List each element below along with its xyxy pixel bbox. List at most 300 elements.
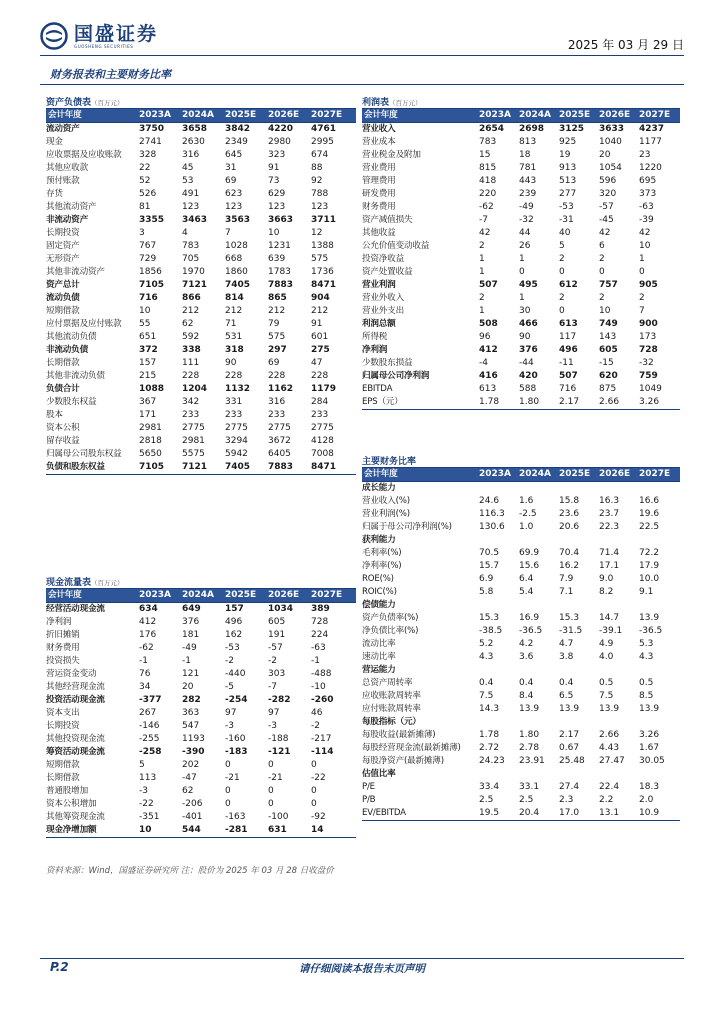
- table-cell: 228: [225, 371, 243, 381]
- table-cell: 1179: [311, 384, 337, 394]
- row-label: 负债和股东权益: [46, 461, 139, 475]
- row-label: 筹资活动现金流: [46, 747, 105, 757]
- table-cell: 783: [479, 137, 497, 147]
- table-cell: 596: [599, 176, 617, 186]
- table-cell: 2: [599, 254, 605, 264]
- table-cell: 69: [225, 176, 237, 186]
- table-row: [46, 733, 356, 746]
- table-cell: 3633: [599, 124, 625, 134]
- table-cell: 13.9: [639, 704, 660, 714]
- table-cell: 19.5: [479, 807, 519, 821]
- table-row: [362, 266, 680, 279]
- table-cell: 239: [519, 189, 537, 199]
- table-cell: 7.9: [559, 574, 574, 584]
- table-row: [46, 422, 356, 435]
- header-year: 2024A: [519, 109, 559, 123]
- row-label: P/E: [362, 782, 375, 792]
- table-cell: -21: [268, 773, 283, 783]
- table-cell: 10: [268, 228, 280, 238]
- table-cell: 1: [479, 306, 485, 316]
- table-cell: -377: [139, 695, 162, 705]
- table-cell: 331: [225, 397, 243, 407]
- income-statement-table: [362, 108, 680, 410]
- table-row: [46, 720, 356, 733]
- row-label: 净利润: [362, 345, 388, 355]
- row-label: ROIC(%): [362, 587, 397, 597]
- table-cell: 233: [311, 410, 329, 420]
- table-cell: 22.5: [639, 522, 660, 532]
- table-cell: -254: [225, 695, 248, 705]
- table-cell: -282: [268, 695, 291, 705]
- table-row: [362, 357, 680, 370]
- table-cell: 2: [479, 241, 485, 251]
- header-year: 2023A: [139, 109, 182, 123]
- row-label: 营业税金及附加: [362, 150, 421, 160]
- table-cell: 228: [311, 371, 329, 381]
- table-cell: 62: [182, 319, 194, 329]
- table-cell: 1177: [639, 137, 662, 147]
- table-cell: 613: [559, 319, 578, 329]
- table-cell: 2.5: [479, 795, 494, 805]
- table-cell: 3663: [268, 215, 294, 225]
- table-cell: [599, 534, 639, 547]
- table-cell: 0: [639, 267, 645, 277]
- row-label: 预付账款: [46, 176, 80, 186]
- row-label: 营运资金变动: [46, 669, 97, 679]
- row-label: EV/EBITDA: [362, 807, 479, 821]
- table-cell: 0: [311, 760, 317, 770]
- row-label: 总资产周转率: [362, 678, 413, 688]
- table-cell: 4: [182, 228, 188, 238]
- row-label: 速动比率: [362, 652, 396, 662]
- table-row: [46, 603, 356, 617]
- header-year: 2026E: [268, 589, 311, 603]
- table-cell: 491: [182, 189, 200, 199]
- table-cell: 171: [139, 410, 157, 420]
- table-cell: 443: [519, 176, 537, 186]
- table-row: [362, 690, 680, 703]
- row-label: 投资净收益: [362, 254, 404, 264]
- ratios-table: [362, 467, 680, 821]
- table-cell: -440: [225, 669, 246, 679]
- table-row: [46, 785, 356, 798]
- table-cell: 2775: [225, 423, 248, 433]
- table-cell: 220: [479, 189, 497, 199]
- row-label: 应付账款周转率: [362, 704, 421, 714]
- row-label: 其他筹资现金流: [46, 812, 105, 822]
- table-cell: 40: [559, 228, 571, 238]
- table-cell: 592: [182, 332, 200, 342]
- balance-sheet-table: [46, 108, 356, 475]
- table-row: [46, 668, 356, 681]
- table-cell: 7883: [268, 280, 294, 290]
- row-label: 非流动资产: [46, 215, 88, 225]
- header-year: 2027E: [639, 468, 680, 482]
- row-label: 投资损失: [46, 656, 80, 666]
- table-cell: [519, 664, 559, 677]
- table-cell: 2775: [311, 423, 334, 433]
- row-label: 营业外收入: [362, 293, 404, 303]
- table-row: [46, 214, 356, 227]
- table-cell: [519, 534, 559, 547]
- table-cell: 875: [599, 384, 617, 394]
- ratios-title: [362, 454, 416, 467]
- table-cell: 121: [182, 669, 200, 679]
- table-cell: 130.6: [479, 522, 505, 532]
- table-cell: -5: [225, 682, 234, 692]
- table-cell: [559, 599, 599, 612]
- table-cell: 16.6: [639, 496, 660, 506]
- table-cell: -53: [225, 643, 240, 653]
- table-row: [46, 824, 356, 838]
- table-cell: 905: [639, 280, 658, 290]
- table-row: [46, 149, 356, 162]
- table-cell: 7008: [311, 449, 334, 459]
- table-cell: 176: [139, 630, 157, 640]
- table-cell: 2349: [225, 137, 248, 147]
- table-cell: 284: [311, 397, 329, 407]
- table-cell: 267: [139, 708, 157, 718]
- table-cell: -188: [268, 734, 289, 744]
- table-cell: 1: [639, 254, 645, 264]
- table-row: [46, 642, 356, 655]
- table-cell: 79: [268, 319, 280, 329]
- table-cell: 7121: [182, 461, 225, 475]
- table-cell: 1: [519, 293, 525, 303]
- table-cell: 3658: [182, 124, 208, 134]
- table-row: [362, 599, 680, 612]
- table-cell: -63: [639, 202, 654, 212]
- table-cell: -183: [225, 747, 248, 757]
- table-cell: 674: [311, 150, 329, 160]
- table-row: [46, 123, 356, 137]
- section-divider: [40, 84, 684, 85]
- row-label: 长期借款: [46, 358, 80, 368]
- row-label: 研发费用: [362, 189, 396, 199]
- table-row: [46, 746, 356, 759]
- table-cell: 2.2: [599, 795, 614, 805]
- row-label: 估值比率: [362, 769, 396, 779]
- table-cell: 1388: [311, 241, 334, 251]
- row-label: 偿债能力: [362, 600, 396, 610]
- table-cell: 4.2: [519, 639, 534, 649]
- table-cell: 6.9: [479, 574, 494, 584]
- row-label: 其他流动资产: [46, 202, 97, 212]
- header-year: 2027E: [639, 109, 680, 123]
- table-cell: 27.47: [599, 756, 625, 766]
- table-row: [46, 655, 356, 668]
- table-cell: 17.0: [559, 807, 599, 821]
- table-cell: 10: [139, 306, 151, 316]
- logo-subtitle: GUOSHENG SECURITIES: [74, 43, 134, 49]
- table-row: [362, 729, 680, 742]
- header-label: 会计年度: [46, 109, 139, 123]
- table-cell: 4.3: [479, 652, 494, 662]
- header-year: 2025E: [225, 109, 268, 123]
- table-cell: 0: [519, 267, 525, 277]
- table-cell: 0.5: [639, 678, 654, 688]
- table-cell: 44: [519, 228, 531, 238]
- table-cell: 9.1: [639, 587, 654, 597]
- table-cell: 24.6: [479, 496, 500, 506]
- table-cell: 7: [639, 306, 645, 316]
- table-cell: -36.5: [519, 626, 543, 636]
- table-row: [46, 253, 356, 266]
- table-row: [46, 694, 356, 707]
- table-cell: 212: [182, 306, 200, 316]
- table-cell: 623: [225, 189, 243, 199]
- table-cell: 123: [182, 202, 200, 212]
- table-cell: 1.0: [519, 522, 534, 532]
- table-cell: 116.3: [479, 509, 505, 519]
- section-title: 财务报表和主要财务比率: [50, 68, 171, 81]
- table-cell: [639, 482, 680, 496]
- cash-flow-unit: （百万元）: [91, 579, 124, 587]
- table-cell: 6: [599, 241, 605, 251]
- table-cell: 15.6: [519, 561, 540, 571]
- table-cell: 53: [182, 176, 194, 186]
- table-cell: 14.3: [479, 704, 500, 714]
- table-cell: 2.66: [599, 396, 639, 410]
- table-cell: 228: [182, 371, 200, 381]
- table-cell: 575: [311, 254, 329, 264]
- table-cell: 1970: [182, 267, 205, 277]
- row-label: 营业成本: [362, 137, 396, 147]
- row-label: 流动负债: [46, 293, 80, 303]
- table-cell: 97: [225, 708, 237, 718]
- table-cell: [479, 716, 519, 729]
- table-cell: 420: [519, 371, 538, 381]
- table-cell: 412: [479, 345, 498, 355]
- table-cell: 10: [599, 306, 611, 316]
- table-cell: 173: [639, 332, 657, 342]
- footer-disclaimer: 请仔细阅读本报告末页声明: [299, 963, 425, 975]
- table-cell: 416: [479, 371, 498, 381]
- table-cell: 749: [599, 319, 618, 329]
- table-cell: 2.3: [559, 795, 574, 805]
- header-label: 会计年度: [362, 109, 479, 123]
- table-cell: 233: [268, 410, 286, 420]
- row-label: 营业收入: [362, 124, 396, 134]
- table-cell: 1736: [311, 267, 334, 277]
- table-cell: [479, 768, 519, 781]
- table-cell: -1: [311, 656, 320, 666]
- table-cell: 695: [639, 176, 657, 186]
- table-cell: 1783: [268, 267, 291, 277]
- table-row: [46, 798, 356, 811]
- table-cell: [639, 534, 680, 547]
- table-cell: 507: [559, 371, 578, 381]
- table-cell: 8.5: [639, 691, 654, 701]
- table-cell: -163: [225, 812, 246, 822]
- table-cell: [479, 534, 519, 547]
- table-cell: 4128: [311, 436, 334, 446]
- table-row: [362, 123, 680, 137]
- header-year: 2024A: [182, 109, 225, 123]
- row-label: 每股经营现金流(最新摊薄): [362, 743, 461, 753]
- table-cell: 62: [182, 786, 194, 796]
- table-cell: 3842: [225, 124, 251, 134]
- table-cell: 7405: [225, 280, 251, 290]
- table-row: [46, 629, 356, 642]
- table-cell: 181: [182, 630, 200, 640]
- table-cell: 7105: [139, 461, 182, 475]
- table-cell: 10.9: [639, 807, 680, 821]
- guosheng-logo-icon: [40, 22, 68, 50]
- table-row: [46, 305, 356, 318]
- table-cell: 113: [139, 773, 157, 783]
- table-cell: -31.5: [559, 626, 583, 636]
- row-label: 长期投资: [46, 721, 80, 731]
- table-cell: 7: [225, 228, 231, 238]
- table-cell: -3: [225, 721, 234, 731]
- cash-flow-table: [46, 588, 356, 838]
- table-row: [46, 383, 356, 396]
- table-cell: 412: [139, 617, 157, 627]
- header-label: 会计年度: [362, 468, 479, 482]
- row-label: 营运能力: [362, 665, 396, 675]
- table-cell: 30.05: [639, 756, 665, 766]
- table-cell: 46: [311, 708, 323, 718]
- table-cell: 8471: [311, 280, 337, 290]
- table-cell: -255: [139, 734, 160, 744]
- table-cell: -57: [268, 643, 283, 653]
- table-cell: 20.6: [559, 522, 580, 532]
- table-cell: 729: [139, 254, 157, 264]
- table-cell: 16.2: [559, 561, 580, 571]
- table-cell: -281: [225, 824, 268, 838]
- table-cell: 913: [559, 163, 577, 173]
- table-cell: 2.78: [519, 743, 540, 753]
- table-cell: 3.6: [519, 652, 534, 662]
- table-cell: 33.4: [479, 782, 500, 792]
- table-cell: [559, 664, 599, 677]
- table-cell: 81: [139, 202, 151, 212]
- row-label: 公允价值变动收益: [362, 241, 430, 251]
- table-cell: 34: [139, 682, 151, 692]
- table-row: [46, 759, 356, 772]
- table-cell: -160: [225, 734, 246, 744]
- table-cell: 531: [225, 332, 243, 342]
- table-cell: 123: [268, 202, 286, 212]
- table-cell: 1054: [599, 163, 622, 173]
- table-row: [362, 175, 680, 188]
- table-row: [362, 188, 680, 201]
- row-label: 其他非流动负债: [46, 371, 105, 381]
- page-number: P.2: [50, 960, 69, 974]
- table-cell: -22: [311, 773, 326, 783]
- table-header-row: [46, 589, 356, 603]
- table-cell: -1: [182, 656, 191, 666]
- row-label: 毛利率(%): [362, 548, 402, 558]
- table-row: [46, 681, 356, 694]
- table-cell: 2818: [139, 436, 162, 446]
- footer-divider: [40, 958, 684, 959]
- row-label: EPS（元）: [362, 396, 479, 410]
- table-cell: 10: [139, 824, 182, 838]
- table-row: [46, 162, 356, 175]
- table-cell: 30: [519, 306, 531, 316]
- table-cell: 5575: [182, 449, 205, 459]
- table-row: [362, 560, 680, 573]
- table-row: [362, 162, 680, 175]
- table-cell: -260: [311, 695, 334, 705]
- table-cell: 111: [182, 358, 200, 368]
- row-label: 每股净资产(最新摊薄): [362, 756, 444, 766]
- table-cell: 8471: [311, 461, 356, 475]
- table-cell: 15.8: [559, 496, 580, 506]
- table-cell: 634: [139, 604, 158, 614]
- table-cell: 13.9: [639, 613, 660, 623]
- header-year: 2027E: [311, 109, 356, 123]
- table-cell: 20: [599, 150, 611, 160]
- table-cell: 496: [559, 345, 578, 355]
- table-cell: 1: [479, 254, 485, 264]
- table-cell: 757: [599, 280, 618, 290]
- row-label: 股本: [46, 410, 63, 420]
- table-cell: 1088: [139, 384, 165, 394]
- row-label: 获利能力: [362, 535, 396, 545]
- table-cell: 0.5: [599, 678, 614, 688]
- table-row: [362, 495, 680, 508]
- table-cell: [639, 599, 680, 612]
- table-row: [46, 448, 356, 461]
- table-cell: 8.2: [599, 587, 614, 597]
- table-cell: -217: [311, 734, 332, 744]
- table-cell: -3: [139, 786, 148, 796]
- row-label: 经营活动现金流: [46, 604, 105, 614]
- table-cell: 7.5: [599, 691, 614, 701]
- table-cell: 3355: [139, 215, 165, 225]
- table-cell: 12: [311, 228, 323, 238]
- table-cell: 815: [479, 163, 497, 173]
- table-cell: -258: [139, 747, 162, 757]
- table-cell: [479, 599, 519, 612]
- table-cell: [519, 768, 559, 781]
- table-cell: -206: [182, 799, 203, 809]
- table-cell: 13.9: [519, 704, 540, 714]
- table-row: [46, 811, 356, 824]
- table-cell: 338: [182, 345, 201, 355]
- table-cell: 55: [139, 319, 151, 329]
- table-cell: 6.4: [519, 574, 534, 584]
- table-cell: [559, 768, 599, 781]
- row-label: 营业收入(%): [362, 496, 410, 506]
- table-cell: -49: [182, 643, 197, 653]
- report-date: 2025 年 03 月 29 日: [567, 38, 684, 52]
- table-row: [362, 703, 680, 716]
- table-cell: 27.4: [559, 782, 580, 792]
- table-cell: 5.2: [479, 639, 494, 649]
- table-row: [362, 396, 680, 410]
- table-cell: 10.0: [639, 574, 660, 584]
- table-cell: 23: [639, 150, 651, 160]
- table-cell: [559, 534, 599, 547]
- table-cell: 16.9: [519, 613, 540, 623]
- table-cell: 925: [559, 137, 577, 147]
- table-row: [362, 638, 680, 651]
- table-cell: -57: [599, 202, 614, 212]
- table-cell: -4: [479, 358, 488, 368]
- row-label: 流动资产: [46, 124, 80, 134]
- row-label: 每股收益(最新摊薄): [362, 730, 436, 740]
- table-cell: -32: [519, 215, 534, 225]
- row-label: 营业利润(%): [362, 509, 410, 519]
- table-cell: 42: [639, 228, 651, 238]
- row-label: 财务费用: [362, 202, 396, 212]
- table-cell: 1193: [182, 734, 205, 744]
- table-row: [362, 716, 680, 729]
